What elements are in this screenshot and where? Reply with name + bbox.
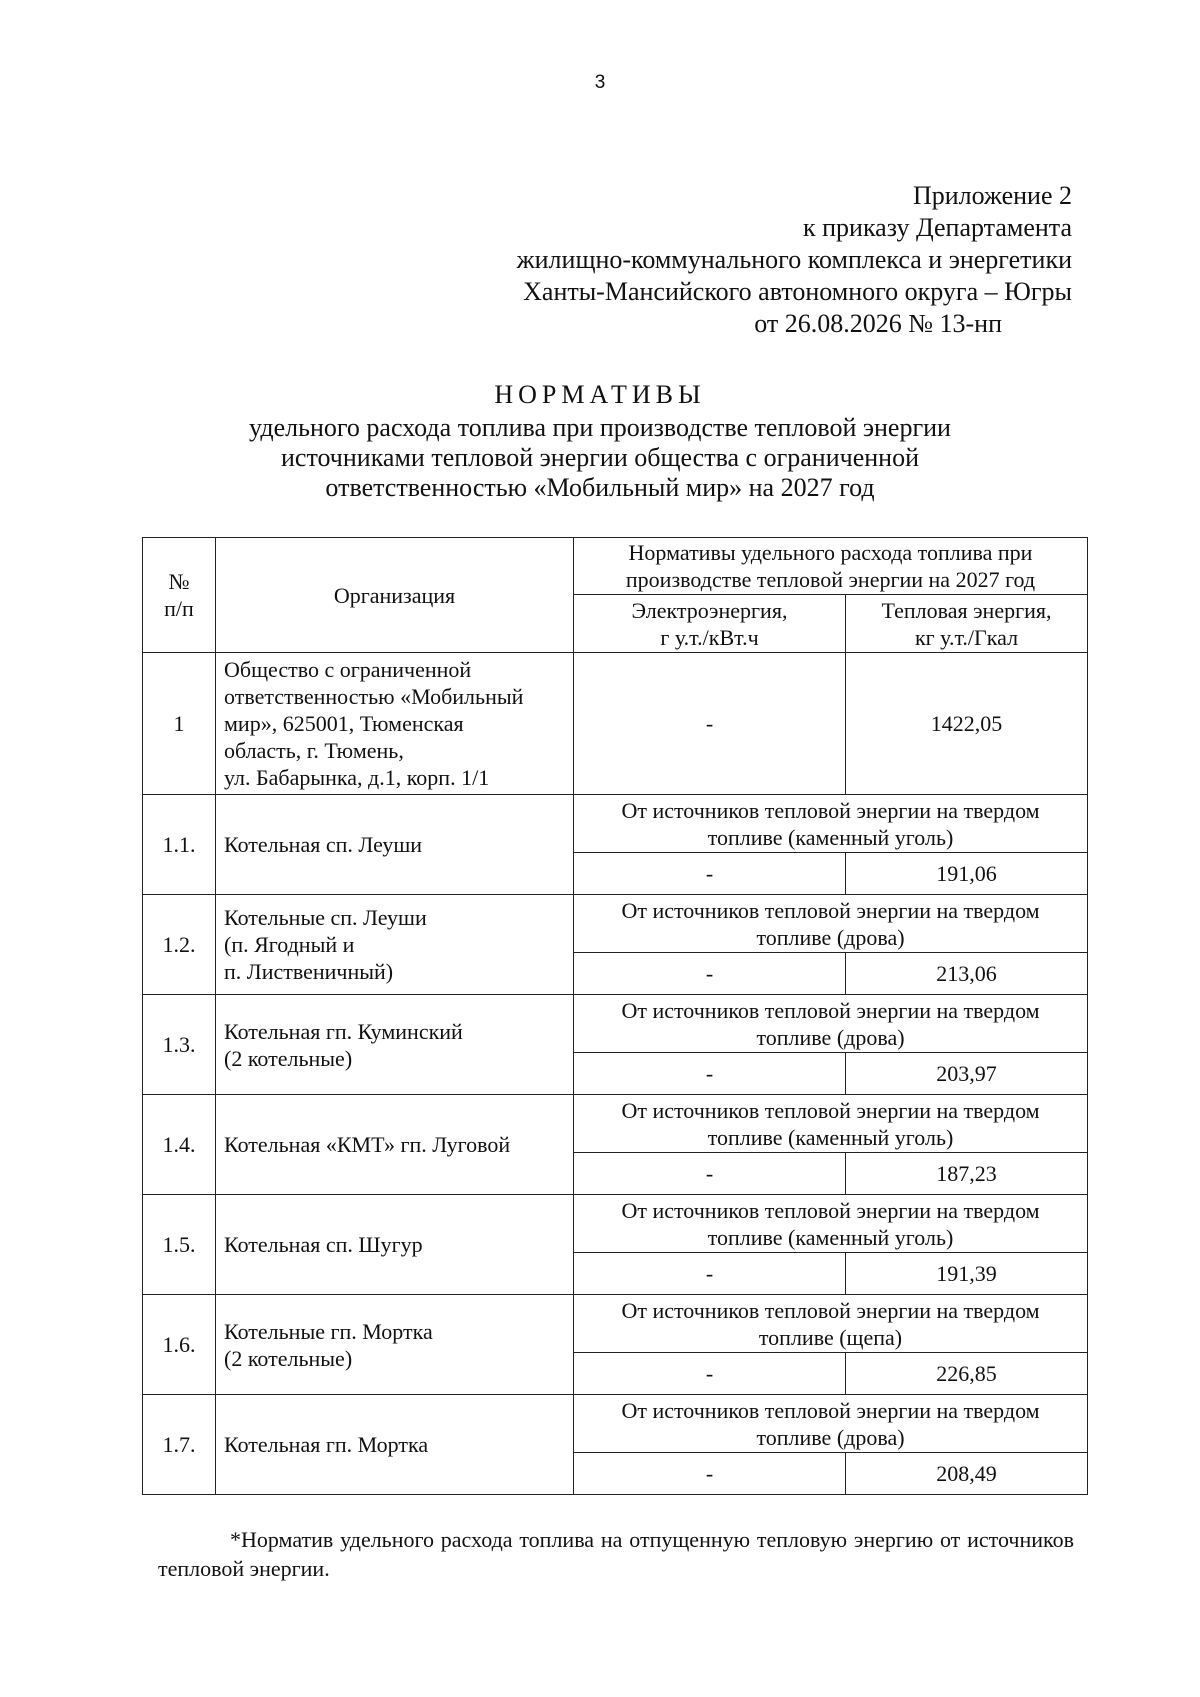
row-heat-value: 1422,05 — [846, 653, 1088, 795]
org-line: ответственностью «Мобильный — [224, 684, 524, 709]
header-norms — [574, 538, 1088, 595]
fuel-source-line: топливе (дрова) — [756, 924, 905, 950]
table-row — [143, 1095, 1088, 1153]
org-line: Котельная «КМТ» гп. Луговой — [224, 1132, 511, 1157]
org-line: Котельная гп. Мортка — [224, 1432, 429, 1457]
row-number: 1.5. — [143, 1195, 216, 1295]
row-fuel-source — [574, 995, 1088, 1053]
header-norms-line: Нормативы удельного расхода топлива при — [628, 540, 1033, 565]
row-electricity-value: - — [574, 1353, 846, 1395]
fuel-source-line: От источников тепловой энергии на твердом — [621, 897, 1040, 923]
fuel-source-line: От источников тепловой энергии на твердом — [621, 1197, 1040, 1223]
header-organization: Организация — [216, 538, 574, 653]
org-line: ул. Бабарынка, д.1, корп. 1/1 — [224, 765, 490, 790]
row-organization — [216, 995, 574, 1095]
row-number: 1.1. — [143, 795, 216, 895]
header-number — [143, 538, 216, 653]
row-heat-value: 191,06 — [846, 853, 1088, 895]
header-heat-unit: кг у.т./Гкал — [914, 624, 1019, 650]
appendix-block — [517, 180, 1072, 340]
row-electricity-value: - — [574, 1253, 846, 1295]
table-row — [143, 1295, 1088, 1353]
table-row — [143, 895, 1088, 953]
fuel-source-line: топливе (каменный уголь) — [707, 1224, 954, 1250]
table-row — [143, 995, 1088, 1053]
table-row — [143, 1195, 1088, 1253]
norms-table — [142, 537, 1088, 1495]
row-number: 1.7. — [143, 1395, 216, 1495]
fuel-source-line: топливе (каменный уголь) — [707, 824, 954, 850]
fuel-source-line: топливе (дрова) — [756, 1024, 905, 1050]
footnote: *Норматив удельного расхода топлива на отпущенную тепловую энергию от источников тепловой энергии. — [158, 1527, 1074, 1581]
appendix-line: Приложение 2 — [912, 181, 1072, 210]
row-organization — [216, 1395, 574, 1495]
org-line: Котельная сп. Леуши — [224, 832, 423, 857]
header-number-pp: п/п — [164, 596, 194, 621]
row-organization — [216, 895, 574, 995]
row-electricity-value: - — [574, 1453, 846, 1495]
title-line: удельного расхода топлива при производстве тепловой энергии — [249, 413, 951, 442]
org-line: Общество с ограниченной — [224, 657, 472, 682]
row-heat-value: 213,06 — [846, 953, 1088, 995]
page-number: 3 — [594, 72, 606, 93]
fuel-source-line: От источников тепловой энергии на твердом — [621, 1297, 1040, 1323]
row-number: 1.3. — [143, 995, 216, 1095]
row-electricity-value: - — [574, 853, 846, 895]
table-row — [143, 795, 1088, 853]
row-organization — [216, 1195, 574, 1295]
fuel-source-line: От источников тепловой энергии на твердом — [621, 1397, 1040, 1423]
title-line: источниками тепловой энергии общества с ограниченной — [280, 443, 919, 472]
fuel-source-line: От источников тепловой энергии на твердом — [621, 1097, 1040, 1123]
row-number: 1 — [143, 653, 216, 795]
org-line: (п. Ягодный и — [224, 932, 355, 957]
fuel-source-line: топливе (дрова) — [756, 1424, 905, 1450]
row-fuel-source — [574, 1095, 1088, 1153]
org-line: (2 котельные) — [224, 1045, 353, 1071]
appendix-order-date: от 26.08.2026 № 13-нп — [754, 309, 1002, 338]
row-heat-value: 187,23 — [846, 1153, 1088, 1195]
appendix-line: Ханты-Мансийского автономного округа – Югры — [523, 277, 1072, 306]
org-line: Котельная гп. Куминский — [224, 1018, 463, 1044]
fuel-source-line: От источников тепловой энергии на твердом — [621, 797, 1040, 823]
title-heading: НОРМАТИВЫ — [494, 380, 706, 409]
row-organization — [216, 795, 574, 895]
row-fuel-source — [574, 1195, 1088, 1253]
header-electricity-label: Электроэнергия, — [631, 597, 788, 623]
table-row — [143, 1395, 1088, 1453]
header-electricity-unit: г у.т./кВт.ч — [660, 624, 759, 650]
header-norms-line: производстве тепловой энергии на 2027 год — [625, 567, 1036, 592]
row-electricity-value: - — [574, 1053, 846, 1095]
header-heat — [846, 595, 1088, 653]
row-fuel-source — [574, 895, 1088, 953]
org-line: мир», 625001, Тюменская — [224, 711, 464, 736]
org-line: Котельные сп. Леуши — [224, 905, 427, 930]
row-heat-value: 203,97 — [846, 1053, 1088, 1095]
row-heat-value: 226,85 — [846, 1353, 1088, 1395]
fuel-source-line: топливе (щепа) — [758, 1324, 903, 1350]
org-line: Котельная сп. Шугур — [224, 1232, 423, 1257]
row-heat-value: 208,49 — [846, 1453, 1088, 1495]
row-fuel-source — [574, 795, 1088, 853]
document-title — [0, 380, 1200, 503]
row-electricity-value: - — [574, 953, 846, 995]
fuel-source-line: От источников тепловой энергии на твердом — [621, 997, 1040, 1023]
title-line: ответственностью «Мобильный мир» на 2027 год — [325, 473, 875, 502]
row-organization — [216, 653, 574, 795]
header-electricity — [574, 595, 846, 653]
row-fuel-source — [574, 1295, 1088, 1353]
table-row-main — [143, 653, 1088, 795]
fuel-source-line: топливе (каменный уголь) — [707, 1124, 954, 1150]
org-line: (2 котельные) — [224, 1345, 353, 1371]
appendix-line: к приказу Департамента — [802, 213, 1072, 242]
org-line: Котельные гп. Мортка — [224, 1318, 433, 1344]
row-number: 1.2. — [143, 895, 216, 995]
org-line: п. Лиственичный) — [224, 959, 394, 984]
row-electricity-value: - — [574, 653, 846, 795]
row-organization — [216, 1095, 574, 1195]
row-electricity-value: - — [574, 1153, 846, 1195]
header-number-sign: № — [168, 569, 190, 594]
row-organization — [216, 1295, 574, 1395]
row-number: 1.4. — [143, 1095, 216, 1195]
row-heat-value: 191,39 — [846, 1253, 1088, 1295]
row-number: 1.6. — [143, 1295, 216, 1395]
row-fuel-source — [574, 1395, 1088, 1453]
appendix-line: жилищно-коммунального комплекса и энергетики — [516, 245, 1072, 274]
org-line: область, г. Тюмень, — [224, 738, 404, 763]
header-heat-label: Тепловая энергия, — [881, 597, 1052, 623]
